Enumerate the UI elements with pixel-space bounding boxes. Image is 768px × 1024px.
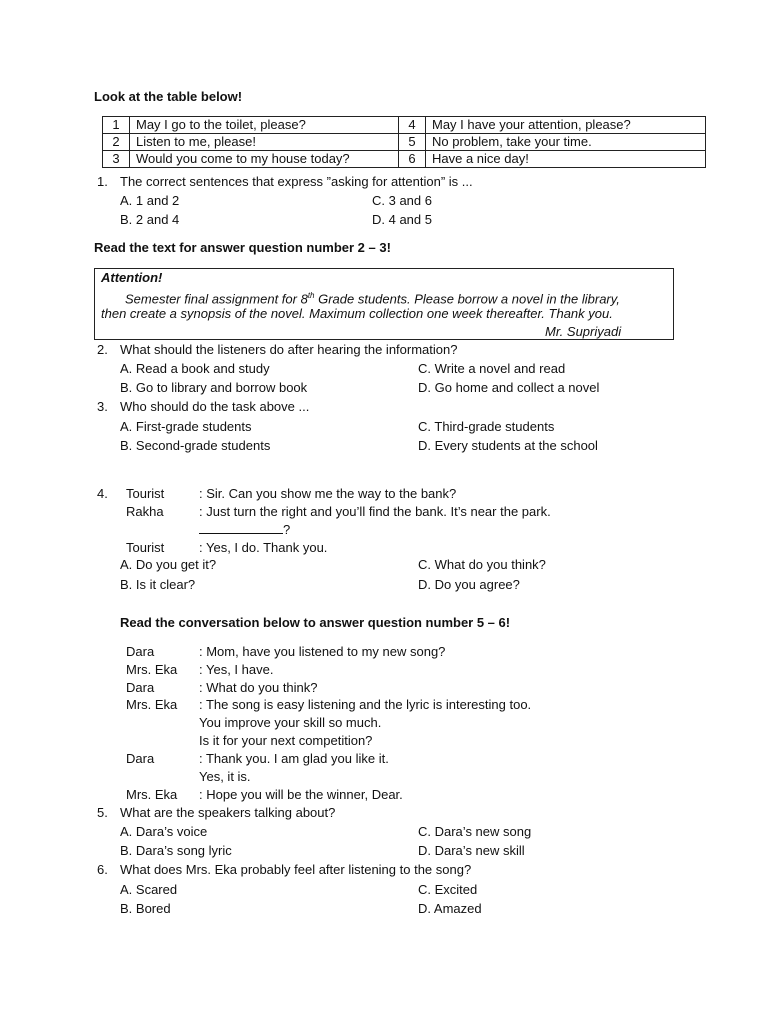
q4-option-c: C. What do you think? [418,557,546,572]
q6-option-c: C. Excited [418,882,478,897]
table-cell-number: 1 [103,117,130,134]
dialog-line: : Yes, I do. Thank you. [199,540,328,555]
dialog-speaker: Mrs. Eka [126,697,178,712]
table-cell-number: 2 [103,134,130,151]
table-cell-sentence: Would you come to my house today? [130,151,399,168]
dialog-speaker: Mrs. Eka [126,662,178,677]
q2-option-b: B. Go to library and borrow book [120,380,308,395]
sentence-table [102,116,706,168]
q2-number: 2. [97,342,108,357]
table-cell-sentence: May I have your attention, please? [426,117,706,134]
q1-option-c: C. 3 and 6 [372,193,432,208]
table-row [103,134,706,151]
q3-option-c: C. Third-grade students [418,419,555,434]
table-cell-number: 3 [103,151,130,168]
q2-option-d: D. Go home and collect a novel [418,380,600,395]
q1-number: 1. [97,174,108,189]
dialog-speaker: Dara [126,680,155,695]
q2-text: What should the listeners do after hearing the information? [120,342,458,357]
answer-blank: ? [199,521,290,539]
dialog-speaker: Dara [126,644,155,659]
q2-option-c: C. Write a novel and read [418,361,566,376]
dialog-line: Yes, it is. [199,769,251,784]
table-cell-number: 6 [399,151,426,168]
q2-option-a: A. Read a book and study [120,361,270,376]
q6-text: What does Mrs. Eka probably feel after listening to the song? [120,862,472,877]
q4-option-a: A. Do you get it? [120,557,217,572]
table-row [103,151,706,168]
dialog-speaker: Tourist [126,540,165,555]
notice-line-2: then create a synopsis of the novel. Maximum collection one week thereafter. Thank you. [101,306,613,321]
dialog-speaker: Rakha [126,504,164,519]
q5-option-d: D. Dara’s new skill [418,843,525,858]
q1-option-d: D. 4 and 5 [372,212,432,227]
dialog-line: : The song is easy listening and the lyric is interesting too. [199,697,532,712]
table-cell-number: 5 [399,134,426,151]
q3-number: 3. [97,399,108,414]
q4-number: 4. [97,486,108,501]
q6-option-b: B. Bored [120,901,171,916]
q3-option-d: D. Every students at the school [418,438,598,453]
q6-option-a: A. Scared [120,882,178,897]
dialog-line: : Mom, have you listened to my new song? [199,644,446,659]
q1-option-b: B. 2 and 4 [120,212,180,227]
notice-line-1: Semester final assignment for 8th Grade students. Please borrow a novel in the library, [125,291,620,307]
q3-text: Who should do the task above ... [120,399,310,414]
q5-option-c: C. Dara’s new song [418,824,532,839]
notice-signature: Mr. Supriyadi [545,324,622,339]
notice-title: Attention! [101,270,163,285]
dialog-line: : Sir. Can you show me the way to the bank? [199,486,457,501]
q1-option-a: A. 1 and 2 [120,193,180,208]
dialog-line: Is it for your next competition? [199,733,373,748]
q5-number: 5. [97,805,108,820]
dialog-line: : Just turn the right and you’ll find the bank. It’s near the park. [199,504,551,519]
q5-text: What are the speakers talking about? [120,805,336,820]
read-text-instruction: Read the text for answer question number 2 – 3! [94,240,391,255]
intro-instruction: Look at the table below! [94,89,243,104]
q1-text: The correct sentences that express ”asking for attention” is ... [120,174,473,189]
dialog-line: : What do you think? [199,680,318,695]
table-cell-sentence: Have a nice day! [426,151,706,168]
table-cell-number: 4 [399,117,426,134]
q5-option-b: B. Dara’s song lyric [120,843,232,858]
dialog-line: : Thank you. I am glad you like it. [199,751,389,766]
dialog-line: : Yes, I have. [199,662,274,677]
q3-option-a: A. First-grade students [120,419,252,434]
q6-number: 6. [97,862,108,877]
q3-option-b: B. Second-grade students [120,438,271,453]
dialog-speaker: Mrs. Eka [126,787,178,802]
dialog-line: You improve your skill so much. [199,715,382,730]
q4-option-b: B. Is it clear? [120,577,196,592]
q5-option-a: A. Dara’s voice [120,824,208,839]
table-cell-sentence: May I go to the toilet, please? [130,117,399,134]
q4-option-d: D. Do you agree? [418,577,520,592]
conversation-instruction: Read the conversation below to answer question number 5 – 6! [120,615,511,630]
q6-option-d: D. Amazed [418,901,482,916]
table-cell-sentence: Listen to me, please! [130,134,399,151]
table-cell-sentence: No problem, take your time. [426,134,706,151]
dialog-speaker: Tourist [126,486,165,501]
dialog-line: : Hope you will be the winner, Dear. [199,787,403,802]
table-row [103,117,706,134]
dialog-speaker: Dara [126,751,155,766]
attention-notice-box [94,268,674,340]
